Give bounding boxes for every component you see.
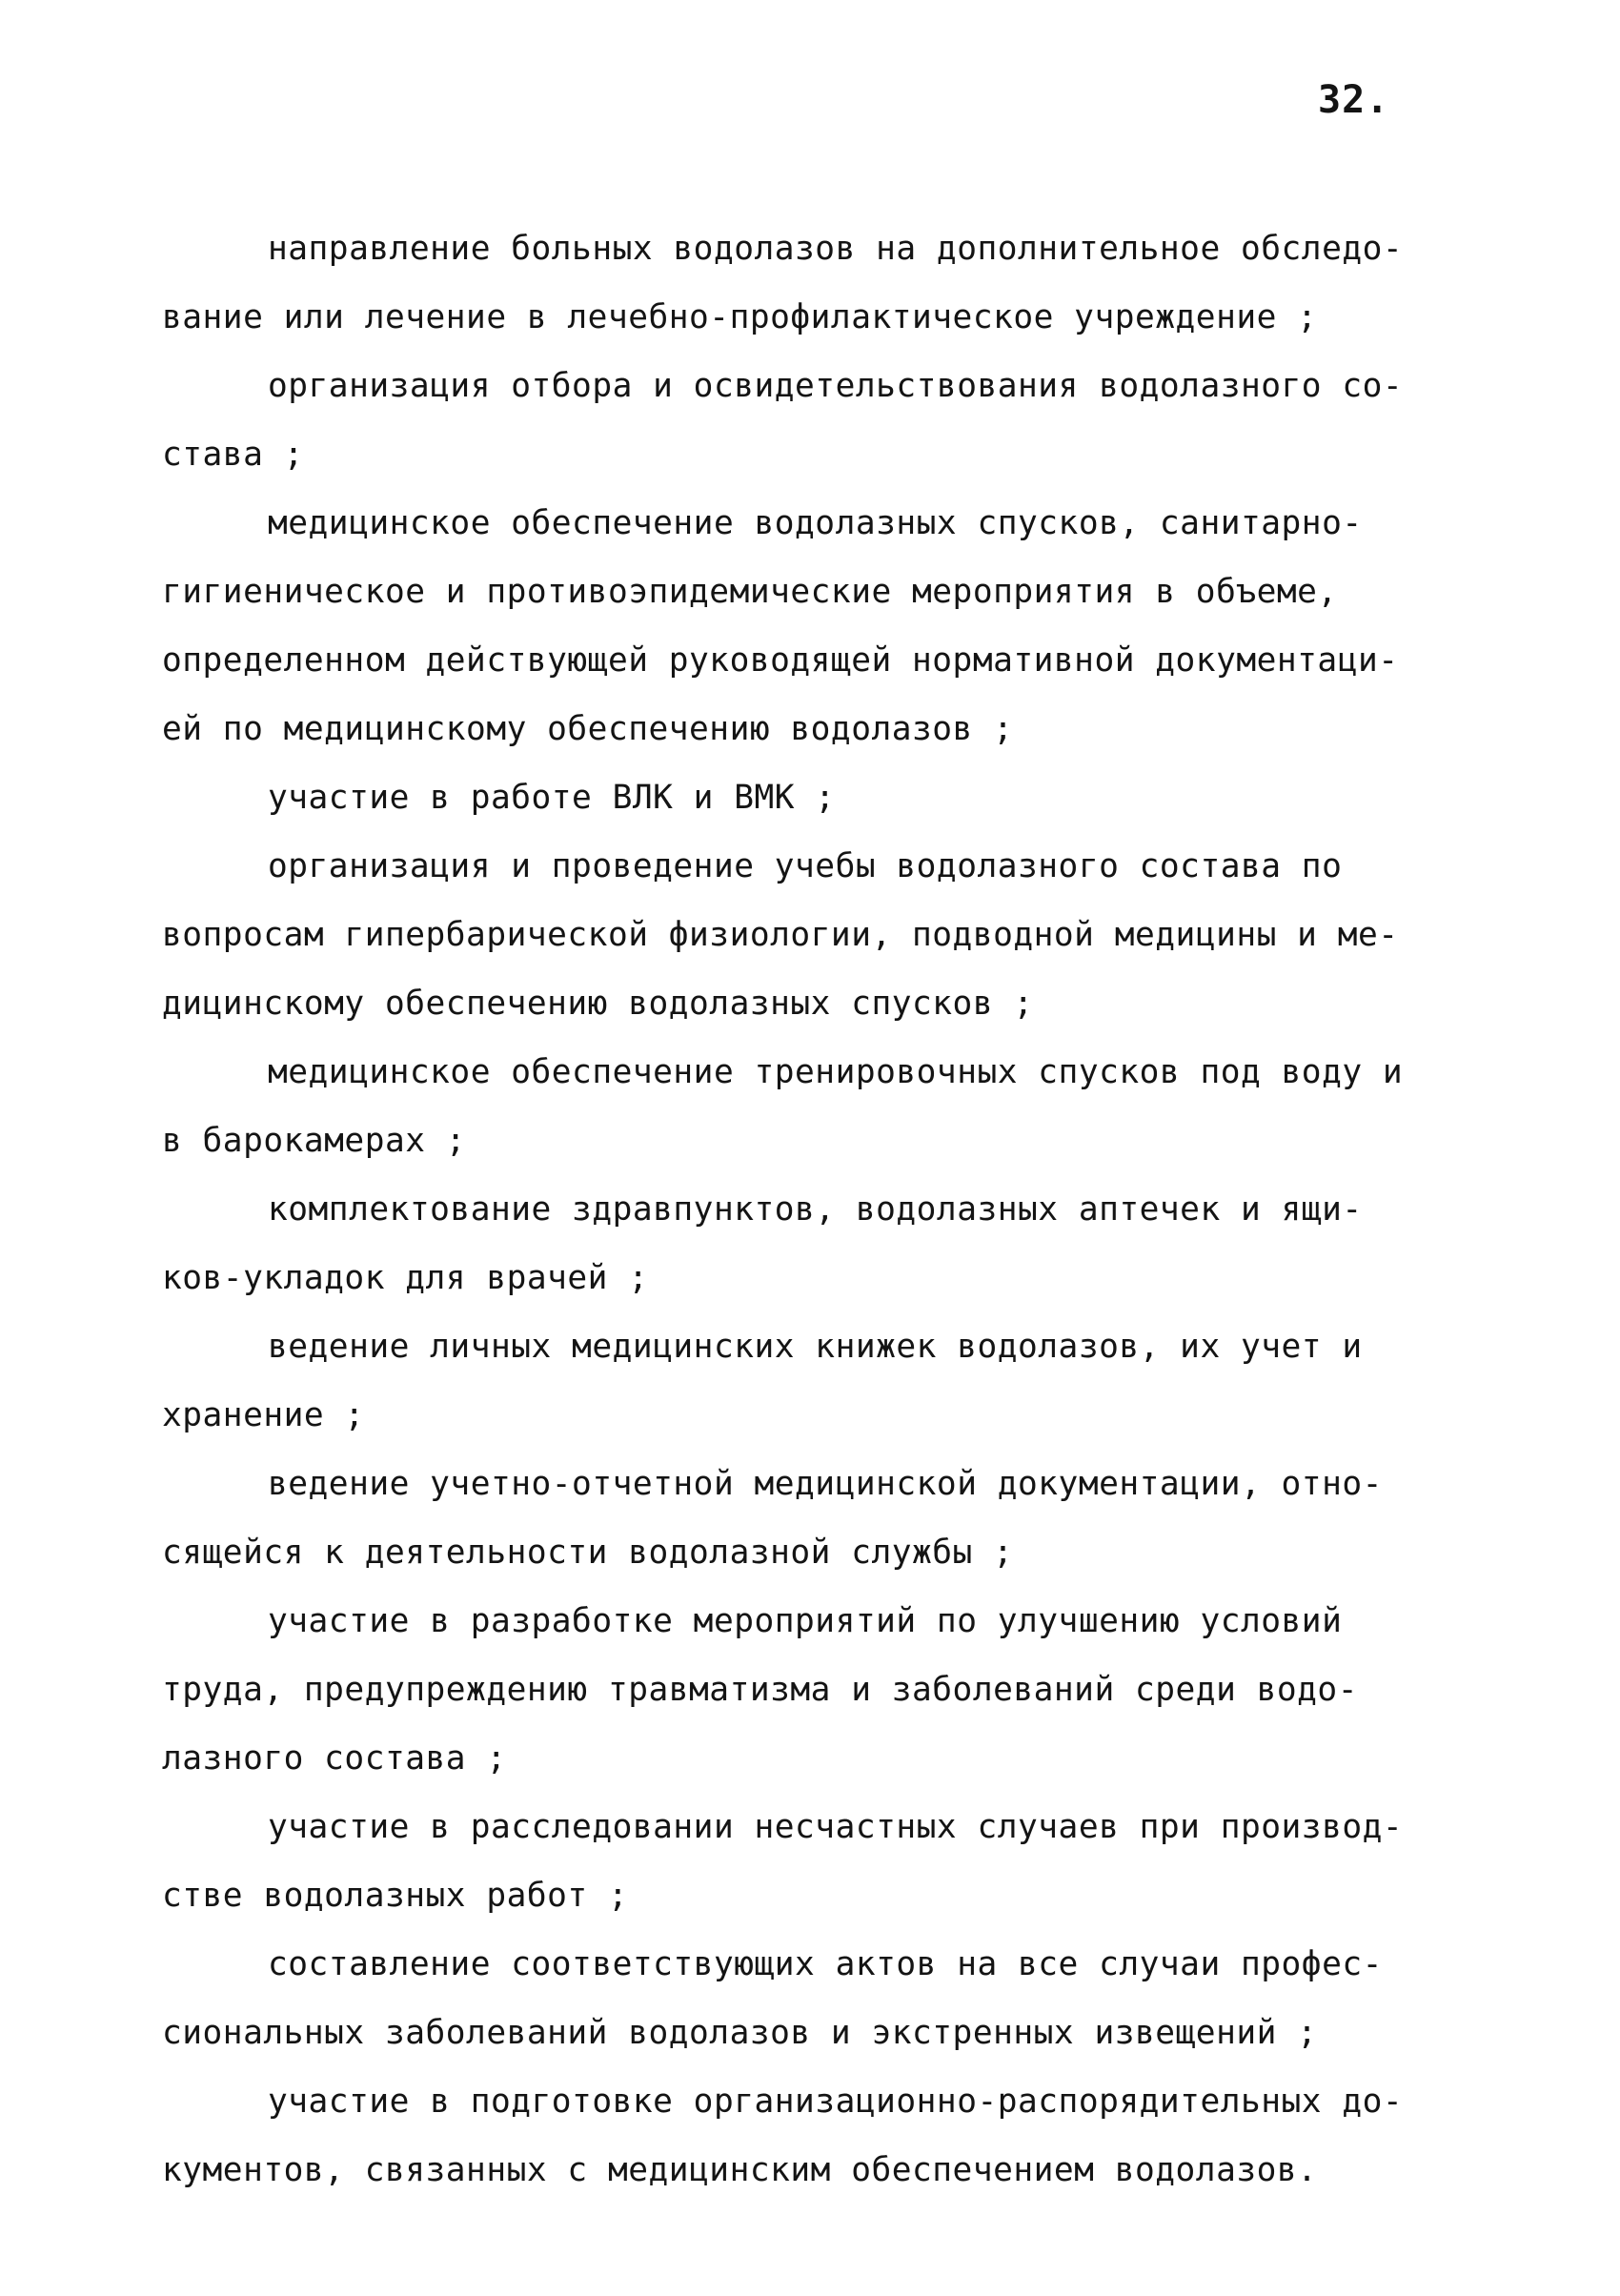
list-item bbox=[162, 214, 1439, 352]
text-line: кументов, связанных с медицинским обеспечением водолазов. bbox=[162, 2151, 1318, 2189]
text-line: составление соответствующих актов на все случаи профес- bbox=[268, 1945, 1383, 1983]
text-line: комплектование здравпунктов, водолазных аптечек и ящи- bbox=[268, 1190, 1363, 1229]
text-line: хранение ; bbox=[162, 1396, 365, 1434]
text-line: ей по медицинскому обеспечению водолазов ; bbox=[162, 710, 1014, 748]
text-line: труда, предупреждению травматизма и заболеваний среди водо- bbox=[162, 1671, 1358, 1709]
text-line: участие в разработке мероприятий по улучшению условий bbox=[268, 1602, 1343, 1640]
text-line: медицинское обеспечение водолазных спусков, санитарно- bbox=[268, 504, 1363, 542]
text-line: става ; bbox=[162, 436, 304, 474]
list-item bbox=[162, 1793, 1439, 1930]
text-line: участие в работе ВЛК и ВМК ; bbox=[268, 779, 836, 817]
text-line: организация отбора и освидетельствования водолазного со- bbox=[268, 367, 1404, 405]
text-line: участие в подготовке организационно-распорядительных до- bbox=[268, 2083, 1404, 2121]
list-item bbox=[162, 832, 1439, 1038]
list-item bbox=[162, 1175, 1439, 1312]
text-line: сиональных заболеваний водолазов и экстренных извещений ; bbox=[162, 2014, 1318, 2052]
list-item bbox=[162, 1038, 1439, 1175]
text-line: направление больных водолазов на дополнительное обследо- bbox=[268, 230, 1404, 268]
list-item bbox=[162, 2067, 1439, 2205]
text-line: гигиеническое и противоэпидемические мероприятия в объеме, bbox=[162, 573, 1338, 611]
text-line: дицинскому обеспечению водолазных спусков ; bbox=[162, 985, 1034, 1023]
text-line: медицинское обеспечение тренировочных спусков под воду и bbox=[268, 1053, 1404, 1091]
text-line: ков-укладок для врачей ; bbox=[162, 1259, 649, 1297]
list-item bbox=[162, 763, 1439, 832]
list-item bbox=[162, 489, 1439, 763]
text-line: лазного состава ; bbox=[162, 1739, 507, 1778]
list-item bbox=[162, 1312, 1439, 1450]
list-item bbox=[162, 1587, 1439, 1793]
list-item bbox=[162, 1930, 1439, 2067]
text-line: сящейся к деятельности водолазной службы ; bbox=[162, 1534, 1014, 1572]
text-line: стве водолазных работ ; bbox=[162, 1877, 629, 1915]
text-line: вание или лечение в лечебно-профилактическое учреждение ; bbox=[162, 298, 1318, 336]
text-line: вопросам гипербарической физиологии, подводной медицины и ме- bbox=[162, 916, 1399, 954]
text-line: организация и проведение учебы водолазного состава по bbox=[268, 847, 1343, 885]
text-line: в барокамерах ; bbox=[162, 1122, 467, 1160]
text-line: ведение личных медицинских книжек водолазов, их учет и bbox=[268, 1328, 1363, 1366]
text-line: ведение учетно-отчетной медицинской документации, отно- bbox=[268, 1465, 1383, 1503]
list-item bbox=[162, 1450, 1439, 1587]
page-number: 32. bbox=[1318, 78, 1390, 122]
document-body bbox=[162, 214, 1439, 2205]
text-line: определенном действующей руководящей нормативной документаци- bbox=[162, 641, 1399, 680]
list-item bbox=[162, 352, 1439, 489]
text-line: участие в расследовании несчастных случаев при производ- bbox=[268, 1808, 1404, 1846]
